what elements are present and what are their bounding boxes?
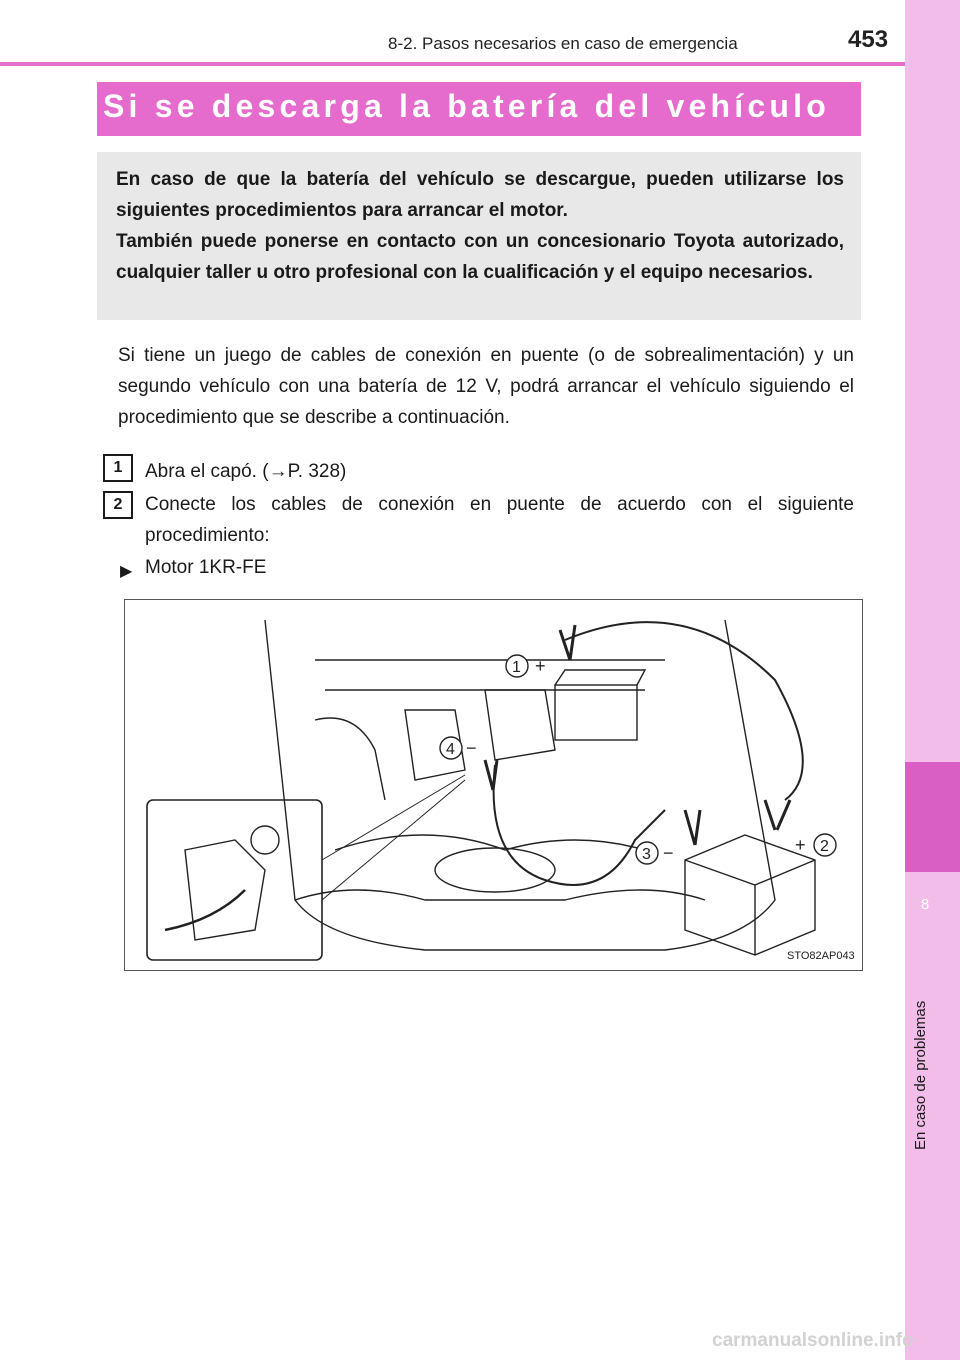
header-rule (0, 62, 905, 66)
label-3: 3 (642, 846, 651, 863)
chapter-title: En caso de problemas (912, 1000, 929, 1150)
minus-sign: − (466, 738, 477, 758)
page-title: Si se descarga la batería del vehículo (103, 88, 830, 124)
inset-detail-frame (147, 800, 322, 960)
bullet-text: Motor 1KR-FE (145, 557, 267, 578)
minus-sign: − (663, 843, 674, 863)
side-tab (905, 0, 960, 1360)
step-number: 1 (103, 454, 133, 482)
watermark: carmanualsonline.info (712, 1330, 914, 1351)
body-paragraph: Si tiene un juego de cables de conexión en puente (o de sobrealimentación) y un segundo vehículo con una batería de 12 V, podrá arrancar el vehículo siguiendo el procedimiento que se describe a continuación. (118, 345, 854, 428)
intro-paragraph: También puede ponerse en contacto con un concesionario Toyota autorizado, cualquier taller u otro profesional con la cualificación y el equipo necesarios. (116, 231, 844, 283)
jump-start-figure (124, 599, 863, 971)
label-2: 2 (820, 838, 829, 855)
label-4: 4 (446, 741, 455, 758)
step-text: Abra el capó. (→P. 328) (145, 461, 347, 482)
plus-sign: + (535, 656, 546, 676)
page-number: 453 (848, 26, 889, 53)
figure-code: STO82AP043 (787, 950, 855, 962)
step-number: 2 (103, 491, 133, 519)
chapter-marker (905, 762, 960, 872)
battery-icon (555, 670, 645, 740)
section-title: 8-2. Pasos necesarios en caso de emergencia (388, 34, 738, 53)
intro-text (116, 164, 844, 288)
step-text: Conecte los cables de conexión en puente de acuerdo con el siguiente procedimiento: (145, 494, 854, 546)
bullet-arrow-icon: ▶ (120, 563, 133, 580)
chapter-number: 8 (920, 896, 930, 913)
intro-paragraph: En caso de que la batería del vehículo se descargue, pueden utilizarse los siguientes procedimientos para arrancar el motor. (116, 169, 844, 221)
engine-illustration (125, 600, 862, 970)
plus-sign: + (795, 835, 806, 855)
label-1: 1 (512, 659, 521, 676)
